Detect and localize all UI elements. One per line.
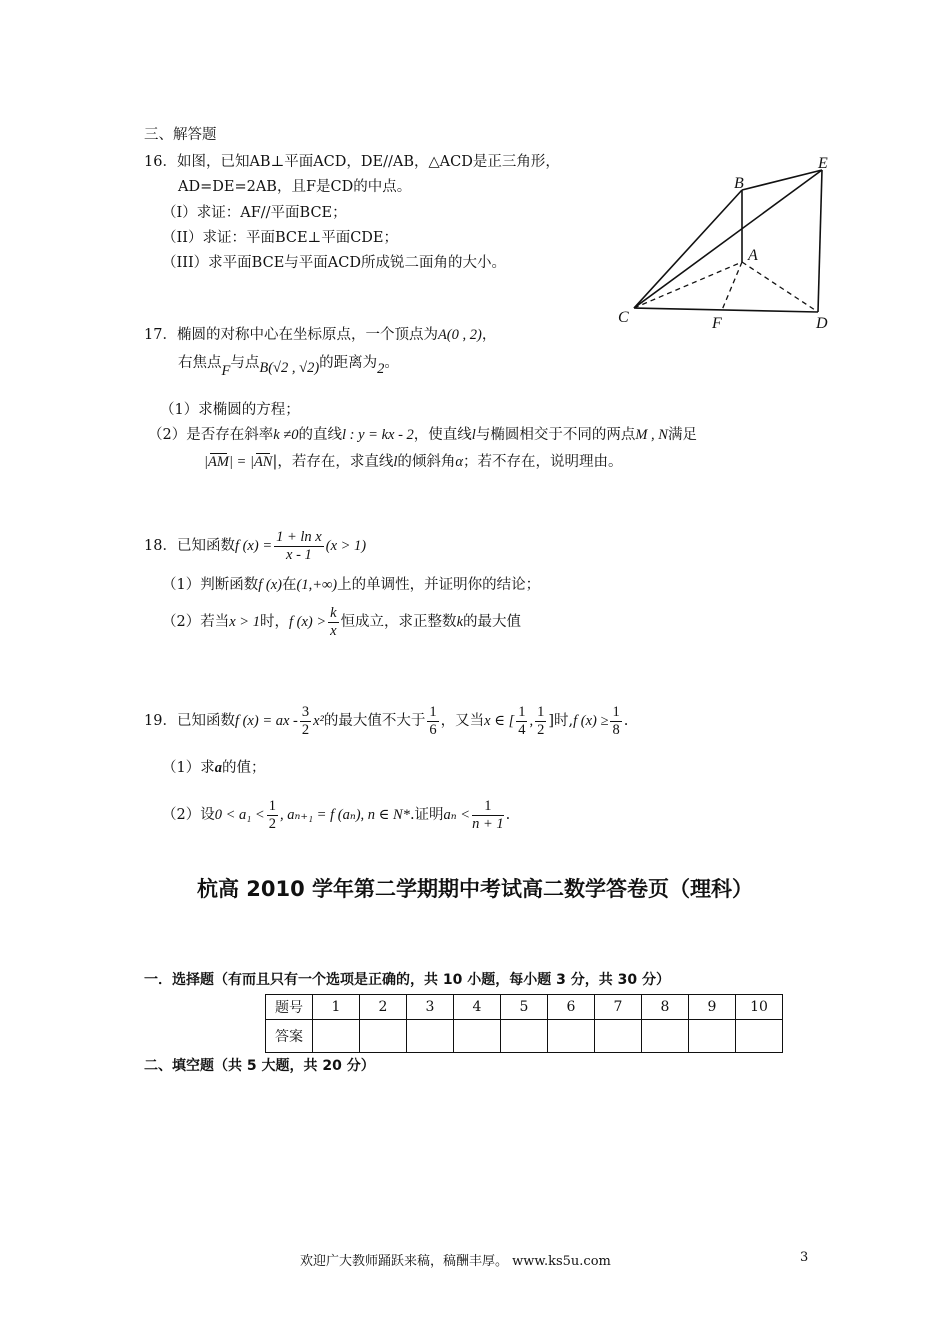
q17-point-a: A(0 , 2)	[437, 327, 482, 343]
vector-am: AM	[208, 454, 229, 470]
q19-a1-bound: 0 < a₁ <	[214, 807, 265, 823]
q19-frac-num: 1	[268, 797, 276, 814]
q18-part1	[162, 575, 540, 595]
q17-text: 与点	[230, 355, 260, 371]
label-C: C	[618, 309, 629, 326]
q19-text: 19．已知函数	[144, 713, 235, 729]
q18-fraction-den: x - 1	[286, 546, 312, 563]
q19-text: 的最大值不大于	[323, 713, 426, 729]
q17-text: ，使直线	[413, 427, 472, 443]
q18-function: f (x) =	[234, 538, 273, 554]
q19-period: .	[623, 713, 629, 729]
q18-domain: (x > 1)	[325, 538, 367, 554]
q19-text: ，又当	[440, 713, 485, 729]
edge-BE	[742, 170, 822, 190]
answer-table	[265, 994, 783, 1053]
answer-table-answer-row	[266, 1020, 783, 1053]
table-cell: 题号	[266, 995, 313, 1020]
q19-frac-3-2	[300, 704, 311, 739]
answer-table-header-row	[266, 995, 783, 1020]
q18-text: 的最大值	[463, 614, 521, 630]
q17-text: ；若不存在，说明理由。	[463, 454, 623, 470]
q16-part2: （II）求证：平面BCE⊥平面CDE；	[162, 230, 398, 246]
q17-text: 右焦点	[178, 355, 222, 371]
q19-frac-den: 8	[612, 721, 620, 738]
q19-frac-half	[267, 798, 278, 833]
table-cell: 答案	[266, 1020, 313, 1053]
table-cell: 6	[548, 995, 595, 1020]
q19-an: aₙ <	[443, 807, 471, 823]
q18-text: 时，	[259, 614, 289, 630]
q17-abs-eq: | = |	[228, 454, 254, 470]
q18-text: 恒成立，求正整数	[340, 614, 457, 630]
q19-period: .	[505, 807, 511, 823]
q16-part3: （III）求平面BCE与平面ACD所成锐二面角的大小。	[162, 255, 506, 271]
q19-x-squared: x²	[313, 713, 324, 729]
page-number: 3	[800, 1250, 809, 1265]
q19-frac-num: 1	[518, 703, 526, 720]
q19-frac-num: 1	[537, 703, 545, 720]
table-cell: 2	[360, 995, 407, 1020]
q19-frac-num: 1	[612, 703, 620, 720]
q16-part1: （I）求证：AF//平面BCE；	[162, 205, 347, 221]
q17-text: 与椭圆相交于不同的两点	[475, 427, 636, 443]
q17-line2	[178, 353, 399, 379]
answer-cell[interactable]	[689, 1020, 736, 1053]
q19-text: .证明	[409, 807, 444, 823]
edge-AD-hidden	[742, 262, 818, 312]
q17-focus-f: F	[221, 363, 231, 379]
q17-text: 的倾斜角	[397, 454, 456, 470]
q17-text: |，若存在，求直线	[272, 454, 394, 470]
q17-part2-cont	[204, 452, 623, 472]
q17-text: （2）是否存在斜率	[148, 427, 274, 443]
edge-AF-hidden	[722, 262, 742, 310]
q19-recurrence: , aₙ₊₁ = f (aₙ), n ∈ N*	[279, 807, 410, 823]
q19-comma: ,	[529, 713, 534, 729]
edge-CE	[634, 170, 822, 308]
q19-frac-den: 4	[518, 721, 526, 738]
answer-cell[interactable]	[407, 1020, 454, 1053]
table-cell: 7	[595, 995, 642, 1020]
vector-an: AN	[253, 454, 273, 470]
part1-heading: 一．选择题（有而且只有一个选项是正确的，共 10 小题，每小题 3 分，共 30 分）	[144, 972, 670, 988]
table-cell: 5	[501, 995, 548, 1020]
table-cell: 10	[736, 995, 783, 1020]
q18-x: x	[330, 622, 337, 639]
q16-line1: 16．如图，已知AB⊥平面ACD，DE//AB，△ACD是正三角形，	[144, 154, 560, 170]
answer-cell[interactable]	[642, 1020, 689, 1053]
q19-text: 的值；	[221, 760, 266, 776]
q17-line-eq: l : y = kx - 2	[342, 427, 414, 443]
edge-CD	[634, 308, 818, 312]
answer-cell[interactable]	[736, 1020, 783, 1053]
q17-part2	[148, 425, 697, 445]
table-cell: 9	[689, 995, 736, 1020]
answer-cell[interactable]	[501, 1020, 548, 1053]
section-heading: 三、解答题	[144, 127, 217, 143]
q18-text: 18．已知函数	[144, 538, 235, 554]
q18-text: 上的单调性，并证明你的结论；	[337, 577, 541, 593]
q17-text: 17．椭圆的对称中心在坐标原点，一个顶点为	[144, 327, 438, 343]
q17-text: 满足	[667, 427, 697, 443]
q19-frac-den: 2	[301, 721, 310, 738]
answer-sheet-title: 杭高 2010 学年第二学期期中考试高二数学答卷页（理科）	[196, 877, 754, 901]
q17-period: 。	[384, 355, 399, 371]
label-A: A	[748, 247, 758, 264]
part2-heading: 二、填空题（共 5 大题，共 20 分）	[144, 1058, 375, 1074]
q19-frac-den: 6	[429, 721, 437, 738]
answer-cell[interactable]	[360, 1020, 407, 1053]
q18-line1	[144, 527, 366, 565]
q19-function: f (x) = ax -	[234, 713, 298, 729]
q17-line-l: l	[393, 454, 398, 470]
answer-cell[interactable]	[595, 1020, 642, 1053]
label-F: F	[712, 315, 722, 332]
table-cell: 3	[407, 995, 454, 1020]
q19-frac-num: 1	[472, 798, 504, 816]
q19-frac-1-n1	[472, 798, 504, 833]
q17-point-b: B(√2 , √2)	[259, 360, 320, 376]
q19-interval-close: ]时,	[548, 713, 574, 729]
q19-a: a	[214, 760, 222, 776]
q19-part1	[162, 758, 265, 778]
edge-ED	[818, 170, 822, 312]
q17-text: 的距离为	[319, 355, 378, 371]
label-E: E	[818, 155, 828, 172]
q19-text: （1）求	[162, 760, 215, 776]
table-cell: 4	[454, 995, 501, 1020]
q18-k-var: k	[456, 614, 463, 630]
edge-CB	[634, 190, 742, 308]
q19-frac-num: 3	[301, 703, 310, 720]
label-B: B	[734, 175, 744, 192]
q18-fraction	[274, 529, 324, 564]
q18-condition: x > 1	[229, 614, 260, 630]
q18-k-over-x	[328, 605, 338, 640]
answer-cell[interactable]	[313, 1020, 360, 1053]
q18-inequality: f (x) >	[288, 614, 327, 630]
footer-text: 欢迎广大教师踊跃来稿，稿酬丰厚。 www.ks5u.com	[300, 1254, 611, 1269]
q17-abs: |	[204, 454, 208, 470]
q18-interval: (1,+∞)	[296, 577, 338, 593]
q17-angle-alpha: α	[455, 454, 464, 470]
q16-line2: AD=DE=2AB，且F是CD的中点。	[178, 179, 412, 195]
q19-inequality: f (x) ≥	[573, 713, 609, 729]
answer-cell[interactable]	[548, 1020, 595, 1053]
q18-text: （1）判断函数	[162, 577, 259, 593]
answer-cell[interactable]	[454, 1020, 501, 1053]
q18-text: （2）若当	[162, 614, 230, 630]
q19-frac-1-6	[427, 704, 438, 739]
label-D: D	[816, 315, 828, 332]
q17-distance: 2	[377, 361, 385, 377]
q17-slope: k ≠0	[273, 427, 299, 443]
q17-part1: （1）求椭圆的方程；	[160, 402, 300, 418]
q19-frac-den: 2	[537, 721, 545, 738]
q19-frac-1-2	[535, 704, 546, 739]
q18-k: k	[330, 604, 337, 621]
q19-part2	[162, 796, 510, 834]
q19-text: （2）设	[162, 807, 215, 823]
q17-text: 的直线	[298, 427, 343, 443]
q17-line1	[144, 325, 496, 345]
q19-line1	[144, 702, 628, 740]
q17-points-mn: M , N	[635, 427, 668, 443]
q16-geometry-figure	[610, 150, 845, 335]
q18-part2	[162, 603, 521, 641]
q19-interval-open: x ∈ [	[484, 713, 515, 729]
q19-frac-num: 1	[429, 703, 437, 720]
table-cell: 8	[642, 995, 689, 1020]
q19-frac-1-4	[516, 704, 527, 739]
q19-frac-den: 2	[268, 815, 276, 832]
q18-text: 在	[281, 577, 297, 593]
q19-frac-den: n + 1	[472, 815, 504, 832]
q19-frac-1-8	[610, 704, 621, 739]
table-cell: 1	[313, 995, 360, 1020]
q17-comma: ，	[481, 327, 497, 343]
q18-fraction-num: 1 + ln x	[276, 528, 322, 545]
q17-line-l: l	[471, 427, 476, 443]
q18-fx: f (x)	[258, 577, 282, 593]
